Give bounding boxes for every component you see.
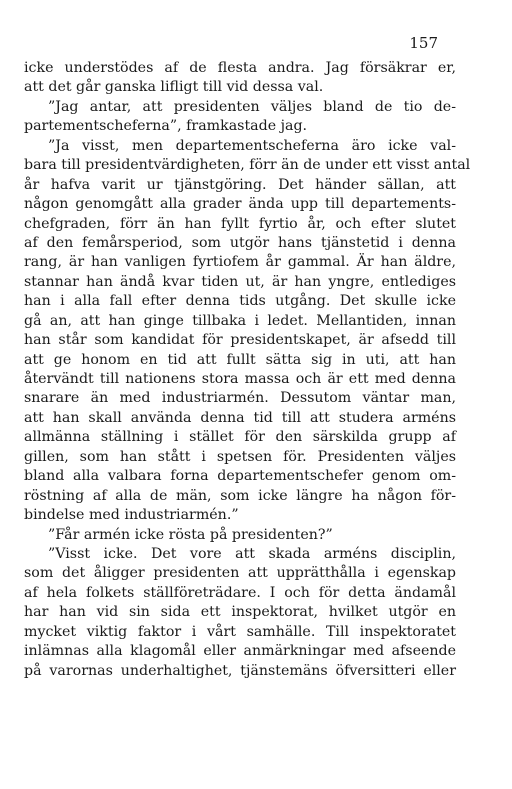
text-line: han i alla fall efter denna tids utgång. Det skulle icke (24, 293, 456, 310)
text-line: chefgraden, förr än han fyllt fyrtio år, och efter slutet (24, 215, 456, 232)
text-line: ”Får armén icke rösta på presidenten?” (48, 526, 333, 543)
text-line: bland alla valbara forna departementschefer genom om- (24, 468, 456, 485)
text-line: ”Jag antar, att presidenten väljes bland de tio de- (48, 98, 456, 115)
text-line: någon genomgått alla grader ända upp till departements- (24, 196, 456, 213)
text-line: ”Visst icke. Det vore att skada arméns disciplin, (48, 545, 456, 562)
text-line: att han skall använda denna tid till att studera arméns (24, 409, 456, 426)
text-line: han står som kandidat för presidentskapet, är afsedd till (24, 332, 456, 349)
text-line: som det åligger presidenten att upprätthålla i egenskap (24, 565, 456, 582)
text-line: stannar han ändå kvar tiden ut, är han yngre, entlediges (24, 273, 456, 290)
text-line: allmänna ställning i stället för den särskilda grupp af (24, 429, 456, 446)
text-line: icke understödes af de flesta andra. Jag försäkrar er, (24, 60, 456, 76)
text-line: gå an, att han ginge tillbaka i ledet. Mellantiden, innan (24, 312, 456, 329)
text-line: år hafva varit ur tjänstgöring. Det händer sällan, att (24, 176, 456, 193)
text-line: snarare än med industriarmén. Dessutom väntar man, (24, 390, 456, 407)
text-line: att ge honom en tid att fullt sätta sig in uti, att han (24, 351, 456, 368)
page-number: 157 (409, 34, 438, 52)
text-line: af hela folkets ställföreträdare. I och för detta ändamål (24, 584, 456, 601)
text-line: röstning af alla de män, som icke längre ha någon för- (24, 487, 456, 504)
text-line: att det går ganska lifligt till vid dessa val. (24, 79, 324, 96)
text-line: mycket viktig faktor i vårt samhälle. Till inspektoratet (24, 623, 456, 640)
text-line: inlämnas alla klagomål eller anmärkningar med afseende (24, 643, 456, 660)
text-line: rang, är han vanligen fyrtiofem år gammal. Är han äldre, (24, 254, 456, 271)
text-line: på varornas underhaltighet, tjänstemäns öfversitteri eller (24, 662, 456, 679)
text-line: gillen, som han stått i spetsen för. Presidenten väljes (24, 448, 456, 465)
text-line: har han vid sin sida ett inspektorat, hvilket utgör en (24, 604, 456, 621)
text-line: ”Ja visst, men departementscheferna äro icke val- (48, 137, 456, 154)
text-line: bara till presidentvärdigheten, förr än de under ett visst antal (24, 157, 471, 174)
text-line: af den femårsperiod, som utgör hans tjänstetid i denna (24, 234, 456, 251)
text-line: bindelse med industriarmén.” (24, 507, 239, 524)
text-line: partementscheferna”, framkastade jag. (24, 118, 308, 135)
body-text (24, 59, 471, 681)
text-line: återvändt till nationens stora massa och är ett med denna (24, 371, 456, 387)
